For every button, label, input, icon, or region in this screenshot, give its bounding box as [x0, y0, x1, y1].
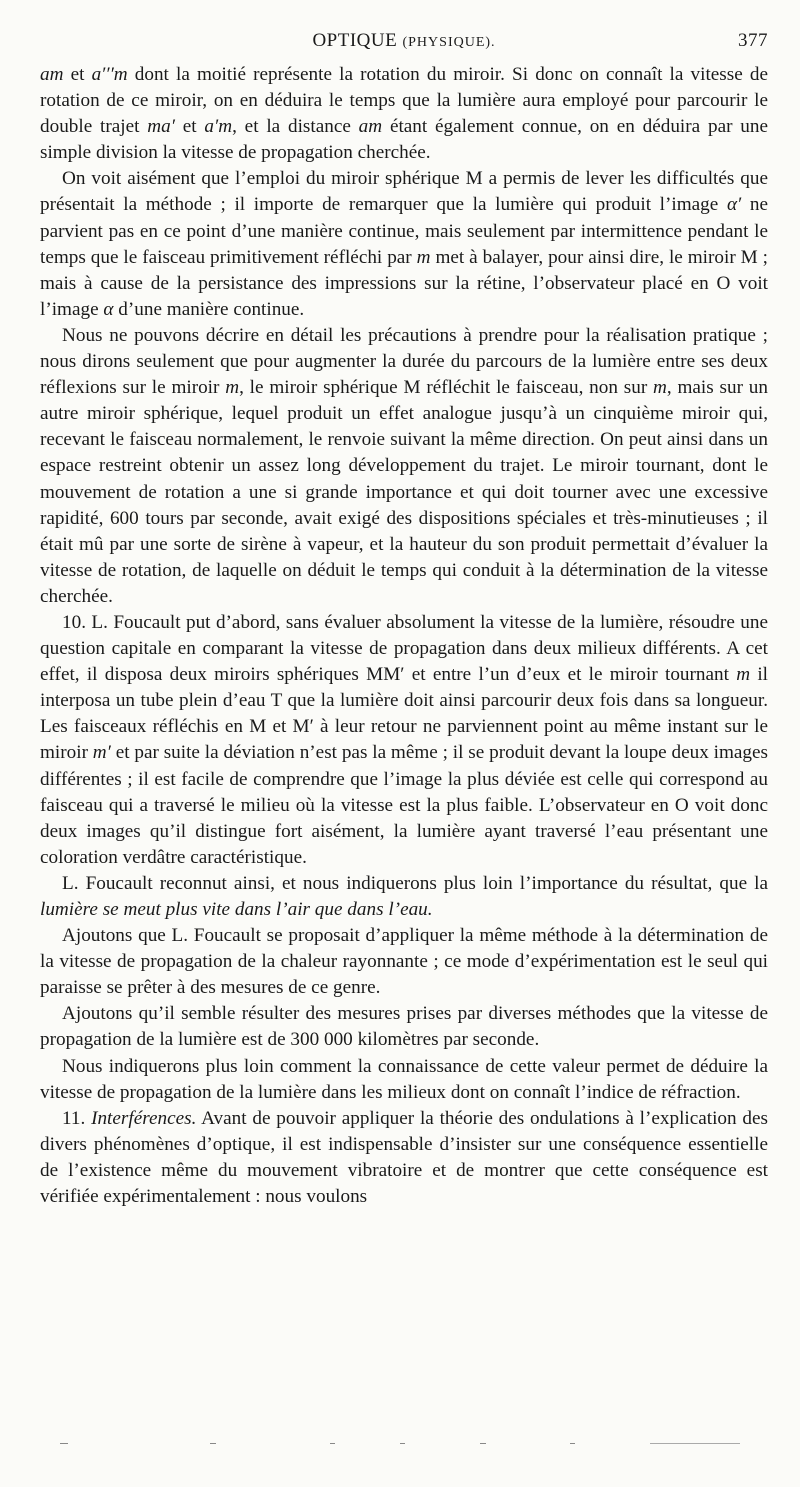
italic-text: a′m	[204, 116, 233, 138]
text-run: met à balayer, pour ainsi dire, le miroir M ; mais à cause de la persistance des impressions sur la rétine, l’observateur placé en O voit l’image	[40, 246, 768, 320]
italic-text: lumière se meut plus vite dans l’air que dans l’eau.	[40, 899, 433, 920]
text-run: Avant de pouvoir appliquer la théorie des ondulations à l’explication des divers phénomènes d’optique, il est indispensable d’insister sur une conséquence essentielle de l’existence même du mouvement vibratoire et de montrer que cette conséquence est vérifiée expérimentalement : nous voulons	[40, 1107, 768, 1208]
text-run: et par suite la déviation n’est pas la même ; il se produit devant la loupe deux images différentes ; il est facile de comprendre que l’image la plus déviée est celle qui correspond au faisceau qui a traversé le milieu où la vitesse est la plus faible. L’observateur en O voit donc deux images qu’il distingue fort aisément, la lumière ayant traversé l’eau présentant une coloration verdâtre caractéristique.	[40, 742, 768, 868]
text-run: il interposa un tube plein d’eau T que la lumière doit ainsi parcourir deux fois dans sa longueur. Les faisceaux réfléchis en M et M′ à leur retour ne parviennent point au même instant sur le miroir	[40, 664, 768, 764]
text-run: L. Foucault reconnut ainsi, et nous indiquerons plus loin l’importance du résultat, que la	[62, 872, 768, 894]
text-run: 11.	[62, 1107, 92, 1129]
text-run: On voit aisément que l’emploi du miroir sphérique M a permis de lever les difficultés que présentait la méthode ; il importe de remarquer que la lumière qui produit l’image	[40, 168, 768, 216]
italic-text: a′′′m	[91, 64, 128, 85]
italic-text: m	[736, 664, 751, 686]
running-header	[40, 30, 768, 60]
text-run: et	[174, 116, 205, 138]
running-title-main: OPTIQUE	[312, 30, 398, 51]
italic-text: m	[416, 246, 431, 268]
paragraph	[40, 166, 768, 323]
text-run: 10. L. Foucault put d’abord, sans évaluer absolument la vitesse de la lumière, résoudre une question capitale en comparant la vitesse de propagation dans deux milieux différents. A cet effet, il disposa deux miroirs sphériques MM′ et entre l’un d’eux et le miroir tournant	[40, 611, 768, 686]
running-title-sub: (PHYSIQUE).	[402, 35, 496, 50]
paragraph	[40, 610, 768, 871]
italic-text: Interférences.	[91, 1107, 197, 1129]
text-run: Nous indiquerons plus loin comment la connaissance de cette valeur permet de déduire la vitesse de propagation de la lumière dans les milieux dont on connaît l’indice de réfraction.	[40, 1055, 768, 1103]
italic-text: α	[103, 298, 114, 320]
italic-text: m′	[92, 742, 111, 764]
text-run: ne parvient pas en ce point d’une manière continue, mais seulement par intermittence pendant le temps que le faisceau primitivement réfléchi par	[40, 194, 768, 268]
text-run: Ajoutons que L. Foucault se proposait d’appliquer la même méthode à la détermination de la vitesse de propagation de la chaleur rayonnante ; ce mode d’expérimentation est le seul qui paraisse se prêter à des mesures de ce genre.	[40, 925, 768, 999]
text-run: étant également connue, on en déduira par une simple division la vitesse de propagation cherchée.	[40, 116, 768, 164]
paragraph	[40, 923, 768, 1001]
paragraph	[40, 62, 768, 166]
italic-text: ma′	[147, 116, 175, 138]
italic-text: m	[225, 377, 240, 399]
italic-text: am	[358, 116, 383, 138]
paragraph	[40, 1106, 768, 1210]
text-run: , et la distance	[232, 116, 359, 138]
running-title	[40, 30, 768, 52]
italic-text: am	[40, 64, 64, 85]
paragraph	[40, 1054, 768, 1106]
text-run: d’une manière continue.	[113, 298, 305, 320]
text-run: , mais sur un autre miroir sphérique, lequel produit un effet analogue jusqu’à un cinquième miroir qui, recevant le faisceau normalement, le renvoie suivant la même direction. On peut ainsi dans un espace restreint obtenir un assez long développement du trajet. Le miroir tournant, dont le mouvement de rotation a une si grande importance et qui doit tourner avec une excessive rapidité, 600 tours par seconde, avait exigé des dispositions spéciales et très-minutieuses ; il était mû par une sorte de sirène à vapeur, et la hauteur du son produit permettait d’évaluer la vitesse de rotation, de laquelle on déduit le temps qui conduit à la détermination de la vitesse cherchée.	[40, 377, 768, 607]
text-run: Nous ne pouvons décrire en détail les précautions à prendre pour la réalisation pratique ; nous dirons seulement que pour augmenter la durée du parcours de la lumière entre ses deux réflexions sur le miroir	[40, 324, 768, 399]
text-run: dont la moitié représente la rotation du miroir. Si donc on connaît la vitesse de rotation de ce miroir, on en déduira le temps que la lumière aura employé pour parcourir le double trajet	[40, 64, 768, 138]
italic-text: α′	[726, 194, 742, 216]
footer-print-marks	[60, 1440, 760, 1448]
page-number: 377	[738, 30, 768, 51]
text-run: , le miroir sphérique M réfléchit le faisceau, non sur	[239, 377, 654, 399]
paragraph	[40, 1001, 768, 1053]
body-text	[40, 62, 768, 1210]
text-run: Ajoutons qu’il semble résulter des mesures prises par diverses méthodes que la vitesse de propagation de la lumière est de 300 000 kilomètres par seconde.	[40, 1003, 768, 1051]
paragraph	[40, 871, 768, 923]
paragraph	[40, 323, 768, 610]
text-run: et	[63, 64, 92, 85]
book-page	[40, 30, 768, 1210]
italic-text: m	[653, 377, 667, 399]
